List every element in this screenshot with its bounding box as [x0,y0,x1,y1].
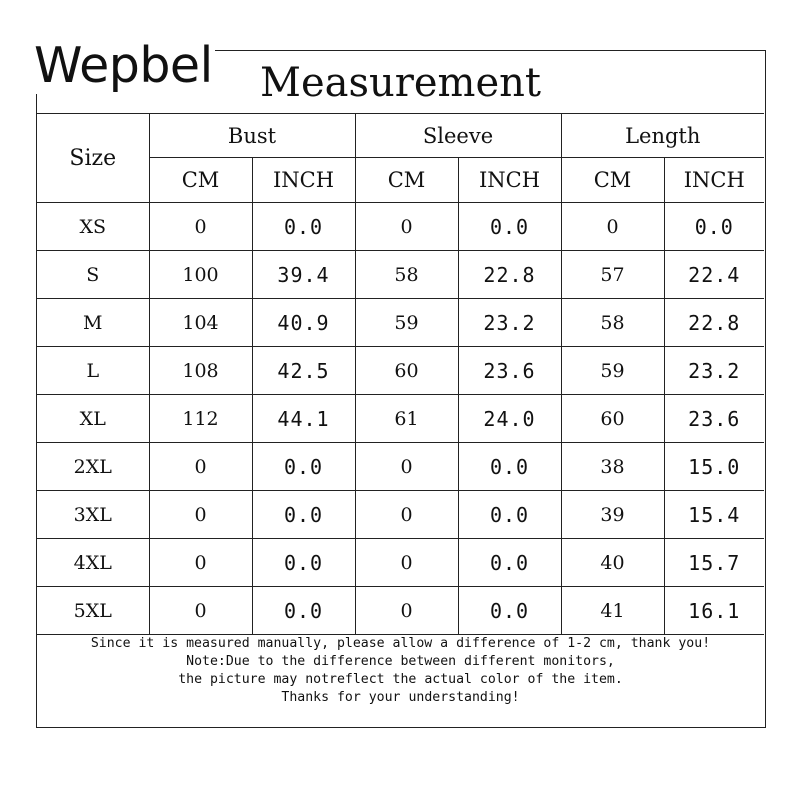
size-cell: 4XL [37,539,149,587]
bust-cm-cell: 100 [149,251,252,299]
table-row [37,491,764,539]
table-row [37,299,764,347]
bust-cm-cell: 108 [149,347,252,395]
bust-cm-cell: 0 [149,539,252,587]
length-cm-cell: 38 [561,443,664,491]
length-inch-cell: 15.4 [664,491,764,539]
size-cell: XS [37,203,149,251]
length-inch-cell: 22.4 [664,251,764,299]
size-chart [36,50,766,728]
sleeve-inch-cell: 0.0 [458,203,561,251]
length-cm-cell: 57 [561,251,664,299]
bust-cm-cell: 0 [149,203,252,251]
table-row [37,443,764,491]
size-cell: L [37,347,149,395]
length-cm-cell: 41 [561,587,664,635]
sleeve-cm-cell: 0 [355,491,458,539]
length-cm-cell: 59 [561,347,664,395]
table-row [37,203,764,251]
size-cell: M [37,299,149,347]
sleeve-inch-cell: 0.0 [458,491,561,539]
sleeve-inch-cell: 24.0 [458,395,561,443]
header-sleeve: Sleeve [355,114,561,158]
bust-inch-cell: 44.1 [252,395,355,443]
table-row [37,395,764,443]
sleeve-inch-cell: 0.0 [458,443,561,491]
bust-inch-cell: 39.4 [252,251,355,299]
sleeve-inch-cell: 23.6 [458,347,561,395]
sleeve-inch-cell: 22.8 [458,251,561,299]
sleeve-cm-cell: 0 [355,539,458,587]
bust-inch-cell: 0.0 [252,203,355,251]
sleeve-inch-cell: 0.0 [458,587,561,635]
note-line: Thanks for your understanding! [281,690,520,705]
size-cell: 2XL [37,443,149,491]
table-row [37,251,764,299]
brand-logo: Wepbel [34,37,213,94]
bust-cm-cell: 112 [149,395,252,443]
length-inch-cell: 23.2 [664,347,764,395]
length-inch-cell: 22.8 [664,299,764,347]
length-cm-cell: 39 [561,491,664,539]
unit-length-inch: INCH [664,158,764,203]
header-bust: Bust [149,114,355,158]
length-inch-cell: 23.6 [664,395,764,443]
bust-cm-cell: 0 [149,491,252,539]
length-cm-cell: 40 [561,539,664,587]
note-line: Note:Due to the difference between different monitors, [186,654,615,669]
length-inch-cell: 15.7 [664,539,764,587]
sleeve-cm-cell: 0 [355,587,458,635]
chart-title: Measurement [37,51,764,114]
sleeve-inch-cell: 23.2 [458,299,561,347]
sleeve-cm-cell: 0 [355,203,458,251]
bust-cm-cell: 104 [149,299,252,347]
size-cell: 3XL [37,491,149,539]
sleeve-cm-cell: 0 [355,443,458,491]
bust-inch-cell: 0.0 [252,587,355,635]
bust-inch-cell: 0.0 [252,491,355,539]
length-cm-cell: 0 [561,203,664,251]
sleeve-cm-cell: 58 [355,251,458,299]
length-cm-cell: 58 [561,299,664,347]
sleeve-cm-cell: 59 [355,299,458,347]
table-row [37,347,764,395]
disclaimer-note [37,635,764,707]
length-cm-cell: 60 [561,395,664,443]
size-cell: 5XL [37,587,149,635]
size-cell: XL [37,395,149,443]
length-inch-cell: 15.0 [664,443,764,491]
bust-cm-cell: 0 [149,443,252,491]
bust-inch-cell: 40.9 [252,299,355,347]
note-line: the picture may notreflect the actual color of the item. [178,672,623,687]
unit-length-cm: CM [561,158,664,203]
size-table [37,114,764,635]
sleeve-cm-cell: 60 [355,347,458,395]
header-length: Length [561,114,764,158]
length-inch-cell: 0.0 [664,203,764,251]
size-cell: S [37,251,149,299]
note-line: Since it is measured manually, please allow a difference of 1-2 cm, thank you! [90,636,711,651]
sleeve-inch-cell: 0.0 [458,539,561,587]
bust-inch-cell: 42.5 [252,347,355,395]
unit-bust-cm: CM [149,158,252,203]
unit-sleeve-inch: INCH [458,158,561,203]
length-inch-cell: 16.1 [664,587,764,635]
bust-cm-cell: 0 [149,587,252,635]
table-row [37,587,764,635]
table-row [37,539,764,587]
header-size: Size [37,114,149,203]
bust-inch-cell: 0.0 [252,539,355,587]
unit-bust-inch: INCH [252,158,355,203]
bust-inch-cell: 0.0 [252,443,355,491]
unit-sleeve-cm: CM [355,158,458,203]
sleeve-cm-cell: 61 [355,395,458,443]
